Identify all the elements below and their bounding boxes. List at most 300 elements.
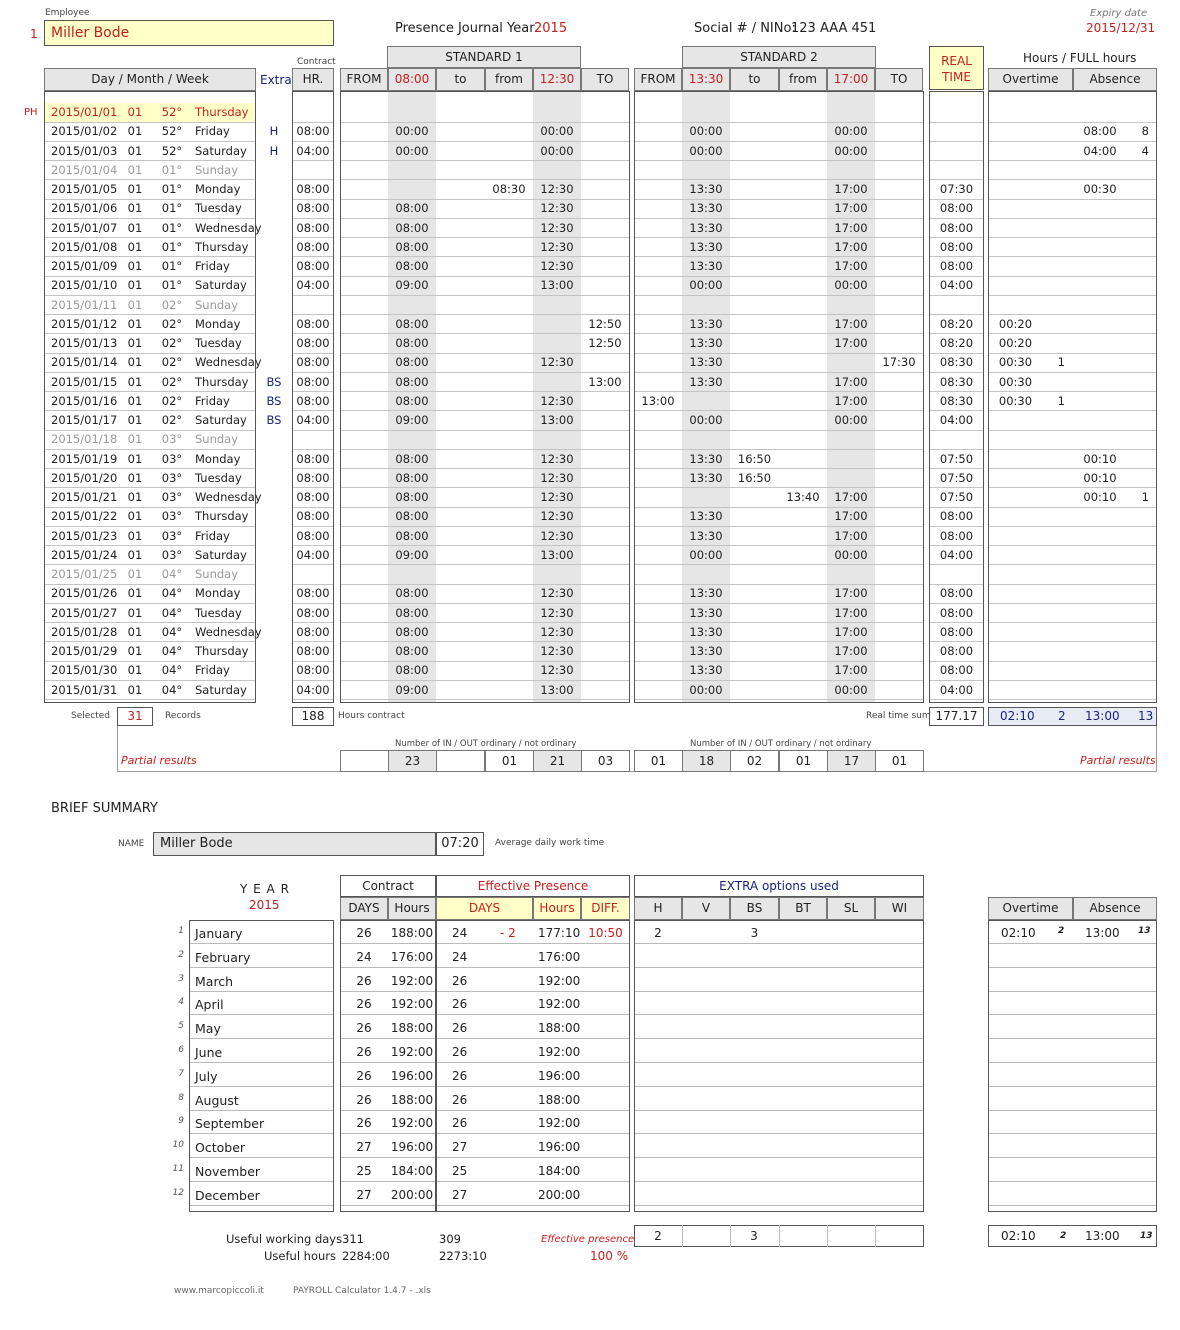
cell-a[interactable]: 08:00 xyxy=(395,220,429,235)
cell-e[interactable]: 13:30 xyxy=(689,644,723,658)
cell-m: 01 xyxy=(127,220,143,235)
cell-h1[interactable]: 17:00 xyxy=(834,239,868,254)
cell-m: 01 xyxy=(127,624,143,639)
month-hours: 192:00 xyxy=(390,1116,434,1131)
cell-hr[interactable]: 08:00 xyxy=(296,393,330,408)
month-n: 7 xyxy=(178,1068,184,1079)
summary-avg-label: Average daily work time xyxy=(495,838,605,848)
cell-h1[interactable]: 00:00 xyxy=(834,547,868,562)
summary-month-row xyxy=(0,1015,1180,1039)
journal-row xyxy=(0,604,1180,623)
cell-w: 04° xyxy=(161,567,183,581)
cell-h1[interactable]: 17:00 xyxy=(834,586,868,601)
month-eh: 188:00 xyxy=(538,1021,581,1036)
cell-e[interactable]: 00:00 xyxy=(689,124,723,139)
month-eh: 192:00 xyxy=(538,1045,581,1059)
cell-d1[interactable]: 00:00 xyxy=(540,143,574,158)
cell-hr[interactable]: 04:00 xyxy=(296,413,330,427)
s2-from2-header: from xyxy=(779,68,827,91)
journal-row xyxy=(0,315,1180,334)
footer-site[interactable]: www.marcopiccoli.it xyxy=(174,1286,264,1296)
s2-inout-cell: 01 xyxy=(875,750,924,772)
cell-h1[interactable]: 17:00 xyxy=(834,663,868,678)
cell-date: 2015/01/21 xyxy=(51,490,118,504)
cell-e[interactable]: 13:30 xyxy=(689,586,723,601)
cell-d1[interactable]: 12:30 xyxy=(540,355,574,370)
cell-hr[interactable]: 08:00 xyxy=(296,124,330,139)
cell-ex: BS xyxy=(266,413,282,427)
cell-h1[interactable]: 17:00 xyxy=(834,528,868,543)
month-days: 25 xyxy=(356,1164,372,1178)
cell-a[interactable]: 00:00 xyxy=(395,124,429,139)
cell-e[interactable]: 13:30 xyxy=(689,201,723,216)
tot-absence-count: 13 xyxy=(1140,1231,1153,1241)
cell-e[interactable]: 00:00 xyxy=(689,547,723,562)
cell-e[interactable]: 00:00 xyxy=(689,143,723,158)
cell-d1[interactable]: 13:00 xyxy=(540,278,574,293)
cell-w: 03° xyxy=(161,451,183,466)
journal-row xyxy=(0,527,1180,546)
cell-m: 01 xyxy=(127,259,143,273)
cell-t2[interactable]: 12:50 xyxy=(588,336,622,350)
row-divider xyxy=(190,1205,333,1206)
real-time-header: REAL TIME xyxy=(929,46,984,90)
s1-inout-cell: 23 xyxy=(388,750,437,772)
cell-e[interactable]: 13:30 xyxy=(689,470,723,485)
cell-d: Wednesday xyxy=(195,220,262,235)
extra-header: Extra xyxy=(260,73,292,87)
cell-w: 02° xyxy=(161,336,183,350)
cell-e[interactable]: 13:30 xyxy=(689,624,723,639)
month-hours: 192:00 xyxy=(390,973,434,988)
cell-hr[interactable]: 08:00 xyxy=(296,201,330,216)
cell-date: 2015/01/03 xyxy=(51,143,118,158)
cell-a[interactable]: 08:00 xyxy=(395,470,429,485)
cell-a[interactable]: 09:00 xyxy=(395,682,429,697)
cell-d1[interactable]: 12:30 xyxy=(540,605,574,620)
cell-a[interactable]: 09:00 xyxy=(395,413,429,427)
cell-m: 01 xyxy=(127,663,143,678)
cell-ex: H xyxy=(269,143,279,158)
cell-hr[interactable]: 08:00 xyxy=(296,316,330,331)
cell-g[interactable]: 16:50 xyxy=(737,470,772,485)
cell-m: 01 xyxy=(127,124,143,139)
partial-results-right: Partial results xyxy=(1080,754,1156,767)
cell-a[interactable]: 08:00 xyxy=(395,451,429,466)
journal-row xyxy=(0,373,1180,392)
cell-hr[interactable]: 08:00 xyxy=(296,663,330,678)
extra-total-bs: 3 xyxy=(750,1229,758,1243)
cell-t2[interactable]: 13:00 xyxy=(588,374,622,389)
cell-m: 01 xyxy=(127,336,143,350)
s2-from-header: FROM xyxy=(634,68,682,91)
cell-a[interactable]: 08:00 xyxy=(395,663,429,678)
cell-d: Monday xyxy=(195,182,241,196)
cell-h1[interactable]: 17:00 xyxy=(834,316,868,331)
cell-m: 01 xyxy=(127,182,143,196)
cell-hr[interactable]: 08:00 xyxy=(296,509,330,524)
cell-e[interactable]: 13:30 xyxy=(689,239,723,254)
cell-hr[interactable]: 08:00 xyxy=(296,374,330,389)
cell-hr[interactable]: 04:00 xyxy=(296,547,330,562)
cell-hr[interactable]: 08:00 xyxy=(296,624,330,639)
cell-a[interactable]: 09:00 xyxy=(395,278,429,293)
journal-row xyxy=(0,661,1180,680)
cell-hr[interactable]: 08:00 xyxy=(296,259,330,273)
cell-t2[interactable]: 12:50 xyxy=(588,316,622,331)
summary-month-row xyxy=(0,991,1180,1015)
cell-date: 2015/01/17 xyxy=(51,413,118,427)
month-hours: 200:00 xyxy=(390,1187,434,1202)
cell-d1[interactable]: 12:30 xyxy=(540,663,574,678)
s2-to-header: to xyxy=(730,68,779,91)
journal-row xyxy=(0,296,1180,315)
cell-hr[interactable]: 04:00 xyxy=(296,143,330,158)
effective-presence-pct: 100 % xyxy=(590,1249,629,1263)
useful-days-eff: 309 xyxy=(439,1232,461,1246)
cell-m: 01 xyxy=(127,239,143,254)
row-divider xyxy=(437,1205,629,1206)
journal-row xyxy=(0,546,1180,565)
journal-row xyxy=(0,469,1180,488)
cell-m: 01 xyxy=(127,490,143,504)
cell-hr[interactable]: 08:00 xyxy=(296,239,330,254)
s2-inout-cell: 02 xyxy=(730,750,779,772)
journal-row xyxy=(0,430,1180,449)
month-ed: 27 xyxy=(452,1187,468,1202)
month-n: 12 xyxy=(172,1187,184,1198)
cell-d: Friday xyxy=(195,124,230,139)
cell-h1[interactable]: 17:00 xyxy=(834,336,868,350)
cell-a[interactable]: 00:00 xyxy=(395,143,429,158)
cell-d1[interactable]: 12:30 xyxy=(540,201,574,216)
cell-a[interactable]: 08:00 xyxy=(395,490,429,504)
cell-h1[interactable]: 17:00 xyxy=(834,259,868,273)
journal-row xyxy=(0,623,1180,642)
cell-a[interactable]: 08:00 xyxy=(395,509,429,524)
journal-row xyxy=(0,411,1180,430)
extra-total-h: 2 xyxy=(654,1229,662,1243)
hours-full-label: Hours / FULL hours xyxy=(1023,51,1137,65)
cell-h1[interactable]: 17:00 xyxy=(834,644,868,658)
cell-hr[interactable]: 08:00 xyxy=(296,490,330,504)
cell-a[interactable]: 08:00 xyxy=(395,528,429,543)
cell-d: Saturday xyxy=(195,143,247,158)
cell-e[interactable]: 13:30 xyxy=(689,528,723,543)
month-name: April xyxy=(195,997,224,1013)
month-eh: 196:00 xyxy=(538,1140,581,1155)
summary-name-field: Miller Bode xyxy=(153,832,436,856)
cell-w: 01° xyxy=(161,201,183,216)
cell-c1[interactable]: 08:30 xyxy=(492,182,526,196)
row-divider xyxy=(635,699,923,700)
cell-w: 03° xyxy=(161,547,183,562)
cell-date: 2015/01/29 xyxy=(51,644,118,658)
absence-total-count: 13 xyxy=(1138,709,1154,723)
cell-m: 01 xyxy=(127,432,143,447)
summary-col-h: H xyxy=(634,897,682,920)
cell-hr[interactable]: 08:00 xyxy=(296,605,330,620)
cell-e[interactable]: 13:30 xyxy=(689,374,723,389)
cell-rt: 04:00 xyxy=(939,682,974,697)
cell-a[interactable]: 08:00 xyxy=(395,259,429,273)
s1-from-time: 08:00 xyxy=(388,68,436,91)
month-hours: 196:00 xyxy=(390,1068,434,1083)
month-days: 27 xyxy=(356,1187,372,1202)
cell-d1[interactable]: 13:00 xyxy=(540,547,574,562)
cell-g2[interactable]: 13:40 xyxy=(786,490,820,504)
cell-hr[interactable]: 08:00 xyxy=(296,586,330,601)
cell-e[interactable]: 13:30 xyxy=(689,663,723,678)
col-divider xyxy=(779,1225,780,1247)
cell-rt: 08:20 xyxy=(939,316,974,331)
cell-h1[interactable]: 00:00 xyxy=(834,682,868,697)
cell-rt: 07:50 xyxy=(939,490,974,504)
cell-w: 01° xyxy=(161,220,183,235)
month-days: 26 xyxy=(356,973,372,988)
cell-e[interactable]: 13:30 xyxy=(689,220,723,235)
cell-h1[interactable]: 17:00 xyxy=(834,393,868,408)
cell-h1[interactable]: 17:00 xyxy=(834,182,868,196)
cell-a[interactable]: 08:00 xyxy=(395,644,429,658)
cell-hr[interactable]: 04:00 xyxy=(296,278,330,293)
cell-e[interactable]: 00:00 xyxy=(689,682,723,697)
cell-m: 01 xyxy=(127,413,143,427)
cell-d1[interactable]: 12:30 xyxy=(540,220,574,235)
cell-d1[interactable]: 12:30 xyxy=(540,490,574,504)
cell-d1[interactable]: 13:00 xyxy=(540,682,574,697)
tot-absence: 13:00 xyxy=(1085,1229,1120,1243)
cell-d: Tuesday xyxy=(195,470,242,485)
summary-col-wi: WI xyxy=(875,897,924,920)
cell-j[interactable]: 17:30 xyxy=(882,355,916,370)
cell-date: 2015/01/28 xyxy=(51,624,118,639)
cell-date: 2015/01/24 xyxy=(51,547,118,562)
cell-date: 2015/01/23 xyxy=(51,528,118,543)
cell-e[interactable]: 13:30 xyxy=(689,182,723,196)
cell-e[interactable]: 13:30 xyxy=(689,509,723,524)
month-ed: 25 xyxy=(452,1164,468,1178)
cell-h1[interactable]: 17:00 xyxy=(834,605,868,620)
social-label: Social # / NINo: xyxy=(694,21,796,36)
month-eh: 177:10 xyxy=(538,926,581,940)
cell-rt: 08:30 xyxy=(939,355,974,370)
cell-w: 04° xyxy=(161,682,183,697)
cell-d1[interactable]: 12:30 xyxy=(540,259,574,273)
cell-d: Saturday xyxy=(195,278,247,293)
employee-index: 1 xyxy=(30,27,38,41)
month-eh: 192:00 xyxy=(538,973,581,988)
cell-d1[interactable]: 12:30 xyxy=(540,182,574,196)
summary-col-v: V xyxy=(682,897,730,920)
cell-hr[interactable]: 08:00 xyxy=(296,644,330,658)
cell-w: 03° xyxy=(161,528,183,543)
col-divider xyxy=(682,1225,683,1247)
cell-d: Saturday xyxy=(195,547,247,562)
cell-d1[interactable]: 12:30 xyxy=(540,509,574,524)
journal-row xyxy=(0,584,1180,603)
month-hours: 176:00 xyxy=(390,949,434,964)
s1-to-time: 12:30 xyxy=(533,68,581,91)
cell-a[interactable]: 08:00 xyxy=(395,316,429,331)
month-hours: 184:00 xyxy=(390,1164,434,1178)
cell-rt: 08:00 xyxy=(939,220,974,235)
cell-hr[interactable]: 08:00 xyxy=(296,182,330,196)
cell-d: Thursday xyxy=(195,509,249,524)
cell-e[interactable]: 13:30 xyxy=(689,451,723,466)
journal-row xyxy=(0,507,1180,526)
month-ed: 26 xyxy=(452,1021,468,1036)
cell-h1[interactable]: 17:00 xyxy=(834,201,868,216)
cell-d1[interactable]: 12:30 xyxy=(540,644,574,658)
cell-d: Tuesday xyxy=(195,336,242,350)
cell-date: 2015/01/19 xyxy=(51,451,118,466)
cell-a[interactable]: 08:00 xyxy=(395,355,429,370)
cell-a[interactable]: 09:00 xyxy=(395,547,429,562)
s1-inout-cell xyxy=(436,750,485,772)
cell-m: 01 xyxy=(127,355,143,370)
cell-d: Thursday xyxy=(195,374,249,389)
cell-d1[interactable]: 12:30 xyxy=(540,586,574,601)
cell-w: 02° xyxy=(161,316,183,331)
cell-date: 2015/01/02 xyxy=(51,124,118,139)
cell-a[interactable]: 08:00 xyxy=(395,336,429,350)
cell-hr[interactable]: 08:00 xyxy=(296,470,330,485)
cell-a[interactable]: 08:00 xyxy=(395,201,429,216)
cell-hr[interactable]: 04:00 xyxy=(296,682,330,697)
cell-d1[interactable]: 12:30 xyxy=(540,624,574,639)
journal-row xyxy=(0,238,1180,257)
useful-days: 311 xyxy=(342,1232,364,1246)
cell-hr[interactable]: 08:00 xyxy=(296,336,330,350)
cell-d1[interactable]: 12:30 xyxy=(540,528,574,543)
cell-h1[interactable]: 00:00 xyxy=(834,413,868,427)
cell-h1[interactable]: 00:00 xyxy=(834,278,868,293)
cell-rt: 08:00 xyxy=(939,509,974,524)
cell-e[interactable]: 13:30 xyxy=(689,316,723,331)
cell-ab: 00:10 xyxy=(1083,451,1117,466)
cell-d1[interactable]: 12:30 xyxy=(540,393,574,408)
cell-d: Thursday xyxy=(195,239,249,254)
s2-inout-label: Number of IN / OUT ordinary / not ordinary xyxy=(690,739,872,749)
cell-e[interactable]: 13:30 xyxy=(689,355,723,370)
cell-d1[interactable]: 12:30 xyxy=(540,239,574,254)
month-ot: 02:10 xyxy=(1001,926,1036,940)
useful-days-label: Useful working days xyxy=(226,1232,343,1246)
month-name: May xyxy=(195,1021,221,1037)
cell-m: 01 xyxy=(127,605,143,620)
cell-g[interactable]: 16:50 xyxy=(737,451,772,466)
cell-h1[interactable]: 00:00 xyxy=(834,124,868,139)
cell-rt: 08:00 xyxy=(939,663,974,678)
cell-date: 2015/01/25 xyxy=(51,567,118,581)
row-divider xyxy=(635,1205,923,1206)
month-name: June xyxy=(195,1045,223,1060)
cell-rt: 08:30 xyxy=(939,374,974,389)
cell-d: Wednesday xyxy=(195,624,262,639)
month-bs: 3 xyxy=(750,926,759,940)
month-diff: 10:50 xyxy=(588,926,623,940)
month-name: November xyxy=(195,1164,261,1179)
cell-m: 01 xyxy=(127,644,143,658)
employee-name-field[interactable]: Miller Bode xyxy=(44,20,334,46)
cell-d1[interactable]: 13:00 xyxy=(540,413,574,427)
expiry-label: Expiry date xyxy=(1090,8,1148,19)
cell-ot: 00:30 xyxy=(998,393,1033,408)
cell-w: 03° xyxy=(161,490,183,504)
absence-total: 13:00 xyxy=(1085,709,1120,723)
cell-a[interactable]: 08:00 xyxy=(395,624,429,639)
absence-header: Absence xyxy=(1073,68,1157,91)
cell-f2[interactable]: 13:00 xyxy=(641,393,675,408)
cell-hr[interactable]: 08:00 xyxy=(296,528,330,543)
cell-a[interactable]: 08:00 xyxy=(395,239,429,254)
cell-m: 01 xyxy=(127,470,143,485)
cell-date: 2015/01/12 xyxy=(51,316,118,331)
cell-a[interactable]: 08:00 xyxy=(395,605,429,620)
cell-w: 04° xyxy=(161,624,183,639)
s2-inout-cell: 01 xyxy=(779,750,828,772)
cell-h1[interactable]: 17:00 xyxy=(834,624,868,639)
cell-h1[interactable]: 17:00 xyxy=(834,220,868,235)
cell-h1[interactable]: 17:00 xyxy=(834,490,868,504)
cell-e[interactable]: 13:30 xyxy=(689,605,723,620)
cell-d1[interactable]: 12:30 xyxy=(540,451,574,466)
col-divider xyxy=(875,1225,876,1247)
cell-hr[interactable]: 08:00 xyxy=(296,451,330,466)
cell-a[interactable]: 08:00 xyxy=(395,586,429,601)
month-ed: 26 xyxy=(452,1068,468,1083)
journal-row xyxy=(0,488,1180,507)
cell-w: 04° xyxy=(161,586,183,601)
cell-d1[interactable]: 00:00 xyxy=(540,124,574,139)
cell-h1[interactable]: 00:00 xyxy=(834,143,868,158)
cell-date: 2015/01/15 xyxy=(51,374,118,389)
month-eh: 200:00 xyxy=(538,1187,581,1202)
cell-ab: 00:10 xyxy=(1083,470,1117,485)
cell-h1[interactable]: 17:00 xyxy=(834,509,868,524)
cell-d1[interactable]: 12:30 xyxy=(540,470,574,485)
summary-month-row xyxy=(0,944,1180,968)
cell-d: Tuesday xyxy=(195,605,242,620)
cell-a[interactable]: 08:00 xyxy=(395,374,429,389)
cell-e[interactable]: 13:30 xyxy=(689,336,723,350)
cell-a[interactable]: 08:00 xyxy=(395,393,429,408)
summary-month-row xyxy=(0,1087,1180,1111)
cell-rt: 08:00 xyxy=(939,644,974,658)
cell-h1[interactable]: 17:00 xyxy=(834,374,868,389)
s1-TO-header: TO xyxy=(581,68,629,91)
summary-month-row xyxy=(0,968,1180,992)
month-name: September xyxy=(195,1116,265,1132)
cell-ab: 00:10 xyxy=(1083,490,1117,504)
partial-results-left: Partial results xyxy=(121,754,197,767)
month-n: 3 xyxy=(178,973,184,984)
cell-e[interactable]: 00:00 xyxy=(689,413,723,427)
cell-e[interactable]: 13:30 xyxy=(689,259,723,273)
cell-e[interactable]: 00:00 xyxy=(689,278,723,293)
cell-d: Friday xyxy=(195,528,230,543)
month-n: 6 xyxy=(178,1045,184,1055)
cell-date: 2015/01/22 xyxy=(51,509,118,524)
cell-hr[interactable]: 08:00 xyxy=(296,220,330,235)
cell-date: 2015/01/07 xyxy=(51,220,118,235)
cell-date: 2015/01/05 xyxy=(51,182,118,196)
cell-hr[interactable]: 08:00 xyxy=(296,355,330,370)
tot-overtime-count: 2 xyxy=(1060,1231,1067,1241)
selected-count: 31 xyxy=(117,707,153,726)
cell-d: Sunday xyxy=(195,567,239,581)
